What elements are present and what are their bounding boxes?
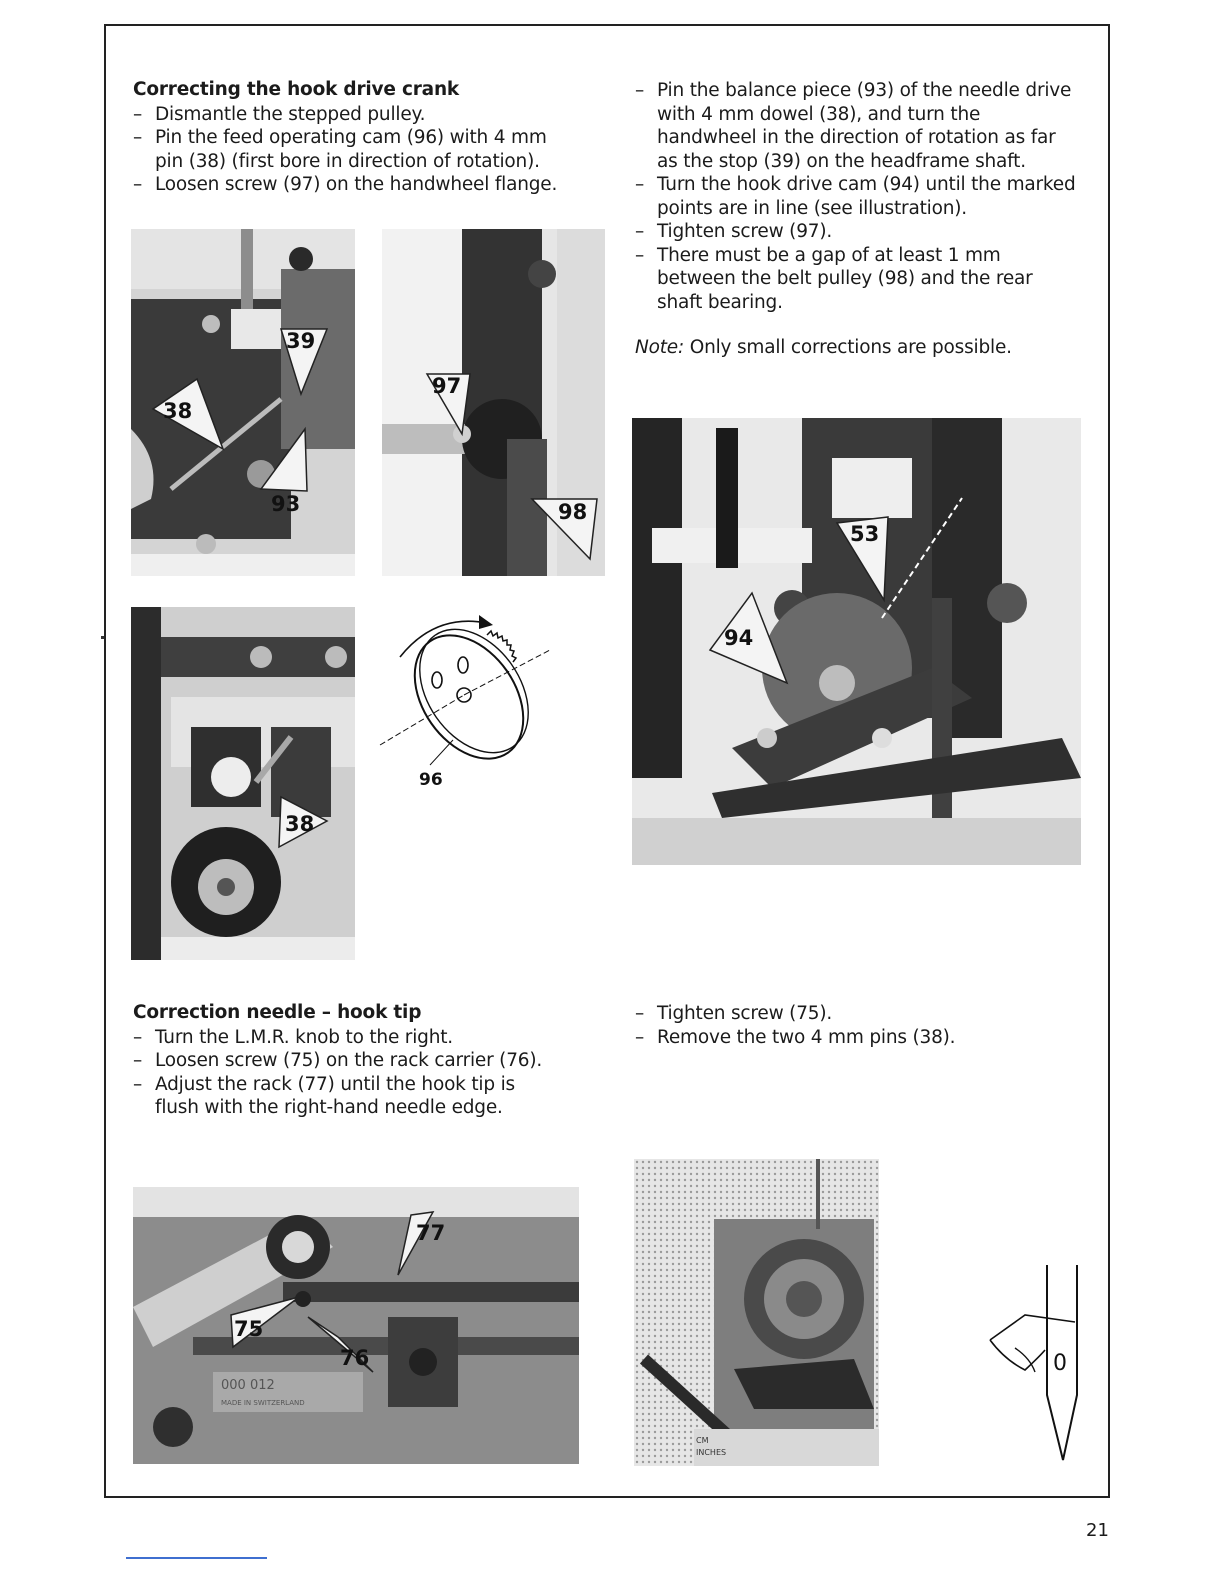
ruler-unit-cm: CM [696,1436,709,1445]
page-number: 21 [1086,1520,1109,1541]
callout-label: 39 [286,329,316,353]
callout-label: 97 [432,374,462,398]
section1-right-list [635,79,1080,314]
callout-label: 77 [416,1221,446,1245]
callout-label: 75 [234,1317,264,1341]
callout-label: 38 [285,812,315,836]
note-text: Only small corrections are possible. [689,337,1012,358]
note-label: Note: [635,337,685,358]
cam-label: 96 [419,770,443,790]
plate-country: MADE IN SWITZERLAND [221,1399,305,1407]
section1-left-text [133,78,583,197]
list-item: – Tighten screw (97). [635,220,1080,244]
section1-left-list [133,103,583,197]
footer-link-underline [126,1557,267,1559]
list-item: – Pin the balance piece (93) of the needle drive with 4 mm dowel (38), and turn the handwheel in the direction of rotation as far as the stop (39) on the headframe shaft. [635,79,1080,173]
list-item: – Adjust the rack (77) until the hook tip is flush with the right-hand needle edge. [133,1073,583,1120]
list-item: – Tighten screw (75). [635,1002,1080,1026]
photo-hook-cam-94 [632,418,1081,865]
photo-stop-39 [131,229,355,576]
photo-pin-38 [131,607,355,960]
photo-hook-tip [634,1159,879,1466]
margin-mark [101,636,104,639]
section2-left-list [133,1026,583,1120]
list-item: – Remove the two 4 mm pins (38). [635,1026,1080,1050]
section1-heading: Correcting the hook drive crank [133,79,460,100]
list-item: – Turn the L.M.R. knob to the right. [133,1026,583,1050]
callout-label: 98 [558,500,588,524]
section1-right-text [635,79,1080,360]
diagram-cam-96 [375,605,555,800]
list-item: – Pin the feed operating cam (96) with 4 mm pin (38) (first bore in direction of rotation). [133,126,583,173]
callout-label: 53 [850,522,880,546]
photo-rack-77 [133,1187,579,1464]
section2-right-text [635,1002,1080,1049]
callout-label: 93 [271,492,301,516]
list-item: – Turn the hook drive cam (94) until the marked points are in line (see illustration). [635,173,1080,220]
section2-left-text [133,1001,583,1120]
section2-right-list [635,1002,1080,1049]
diagram-needle-hook [985,1260,1085,1470]
plate-number: 000 012 [221,1378,275,1393]
callout-label: 38 [163,399,193,423]
photo-screw-97 [382,229,605,576]
callout-label: 94 [724,626,754,650]
needle-label: 0 [1053,1351,1067,1376]
callout-label: 76 [340,1346,370,1370]
section2-heading: Correction needle – hook tip [133,1002,422,1023]
note [635,336,1080,360]
list-item: – There must be a gap of at least 1 mm between the belt pulley (98) and the rear shaft bearing. [635,244,1080,315]
list-item: – Loosen screw (75) on the rack carrier (76). [133,1049,583,1073]
list-item: – Dismantle the stepped pulley. [133,103,583,127]
list-item: – Loosen screw (97) on the handwheel flange. [133,173,583,197]
ruler-unit-inches: INCHES [696,1448,727,1457]
